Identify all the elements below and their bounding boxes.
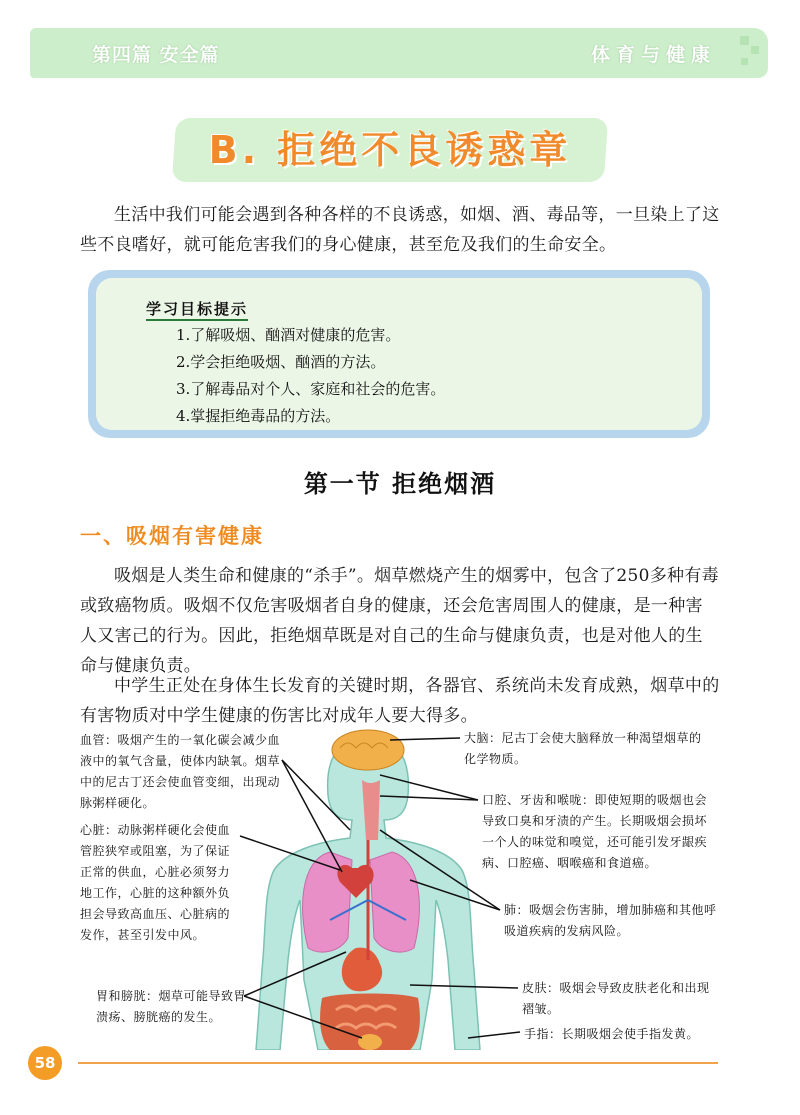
smoking-harm-diagram (0, 720, 800, 1050)
annotation-heart: 心脏：动脉粥样硬化会使血管腔狭窄或阻塞，为了保证正常的供血，心脏必须努力地工作，心脏的这种额外负担会导致高血压、心脏病的发作，甚至引发中风。 (80, 823, 231, 942)
page-number: 58 (28, 1046, 62, 1080)
annotation-brain: 大脑：尼古丁会使大脑释放一种渴望烟草的化学物质。 (464, 731, 702, 766)
objectives-list (176, 322, 445, 430)
intro-paragraph: 生活中我们可能会遇到各种各样的不良诱惑，如烟、酒、毒品等，一旦染上了这些不良嗜好，就可能危害我们的身心健康，甚至危及我们的生命安全。 (80, 205, 720, 255)
annotation-stomach-bladder: 胃和膀胱：烟草可能导致胃溃疡、膀胱癌的发生。 (96, 989, 247, 1024)
objective-item: 3.了解毒品对个人、家庭和社会的危害。 (176, 380, 446, 398)
objectives-heading: 学习目标提示 (146, 298, 248, 321)
book-title: 体育与健康 (590, 44, 716, 66)
section-title: 第一节 拒绝烟酒 (303, 470, 497, 498)
learning-objectives-box (88, 270, 710, 438)
annotation-mouth-teeth-throat: 口腔、牙齿和喉咙：即使短期的吸烟也会导致口臭和牙渍的产生。长期吸烟会损坏一个人的味觉和嗅觉，还可能引发牙龈疾病、口腔癌、咽喉癌和食道癌。 (482, 793, 708, 870)
body-paragraph-2: 中学生正处在身体生长发育的关键时期，各器官、系统尚未发育成熟，烟草中的有害物质对中学生健康的伤害比对成年人要大得多。 (80, 676, 720, 726)
page-header (30, 28, 768, 78)
header-decoration (738, 34, 762, 72)
annotation-skin: 皮肤：吸烟会导致皮肤老化和出现褶皱。 (522, 981, 710, 1016)
footer-rule (78, 1062, 718, 1064)
annotation-fingers: 手指：长期吸烟会使手指发黄。 (524, 1027, 700, 1041)
annotation-blood-vessels: 血管：吸烟产生的一氧化碳会减少血液中的氧气含量，使体内缺氧。烟草中的尼古丁还会使血管变细，出现动脉粥样硬化。 (80, 733, 281, 810)
sub-heading: 一、吸烟有害健康 (80, 524, 264, 548)
objective-item: 2.学会拒绝吸烟、酗酒的方法。 (176, 353, 386, 371)
brain-organ (332, 730, 404, 770)
objective-item: 1.了解吸烟、酗酒对健康的危害。 (176, 326, 401, 344)
bladder-organ (358, 1034, 382, 1050)
annotation-lungs: 肺：吸烟会伤害肺，增加肺癌和其他呼吸道疾病的发病风险。 (504, 903, 717, 938)
objective-item: 4.掌握拒绝毒品的方法。 (176, 407, 341, 425)
chapter-title: B. 拒绝不良诱惑章 (208, 128, 572, 172)
part-label: 第四篇 安全篇 (92, 44, 220, 66)
body-paragraph-1: 吸烟是人类生命和健康的“杀手”。烟草燃烧产生的烟雾中，包含了250多种有毒或致癌物质。吸烟不仅危害吸烟者自身的健康，还会危害周围人的健康，是一种害人又害己的行为。因此，拒绝烟草既是对自己的生命与健康负责，也是对他人的生命与健康负责。 (80, 566, 719, 676)
